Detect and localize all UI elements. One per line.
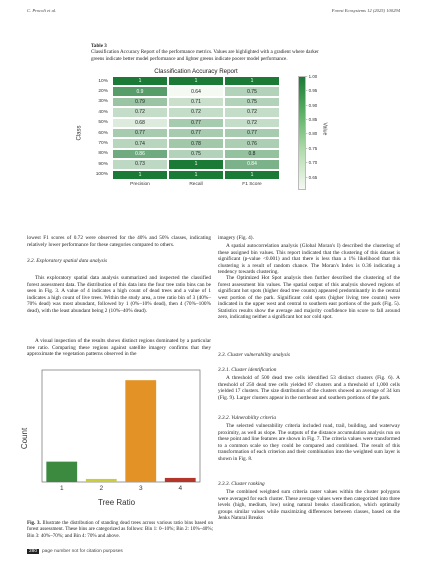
heatmap-cell: 1 (168, 170, 224, 180)
heatmap-cell: 0.76 (224, 138, 280, 148)
heatmap-row (112, 86, 280, 96)
heatmap-cell: 1 (224, 170, 280, 180)
heatmap-column-label: F1 Score (242, 182, 262, 187)
table-label: Table 3 (91, 43, 107, 49)
running-header-journal: Forest Ecosystems 12 (2025) 100294 (331, 8, 400, 13)
bar-2 (86, 479, 117, 482)
heatmap-y-axis-label: Class (76, 125, 83, 141)
right-para-6: The combined weighted sum criteria raster values within the cluster polygons were averaged for each cluster. These average values were then categorized into three levels (high, medium, low) using natural breaks classification, which optimally groups similar values while maximizing differences between classes, based on the Jenks Natural Breaks (218, 489, 400, 522)
heatmap-row-label: 40% (98, 109, 108, 115)
heatmap-cell: 1 (112, 170, 168, 180)
colorbar-tick-label: - 0.70 (306, 160, 318, 166)
section-3-3-3-heading: 3.3.3. Cluster ranking (218, 481, 265, 487)
bar-tick-label: 1 (59, 485, 64, 492)
running-header-authors: C. Procoli et al. (27, 8, 57, 13)
right-para-2: A spatial autocorrelation analysis (Global Moran's I) described the clustering of these assigned bin values. This report indicated that the clustering of this dataset is significant (p-value <0.001) and that there is less than a 1% likelihood that this clustering is a result of random chance. The Moran's Index is 0.36 indicating a tendency towards clustering. (218, 243, 400, 276)
heatmap-cell: 0.77 (168, 118, 224, 128)
table-caption-block (91, 43, 331, 62)
figure-3-caption-text: Illustrate the distribution of standing dead trees across various ratio bins based on forest assessment. These bins are categorized as follows: Bin 1: 0–10%; Bin 2: 10%–40%; Bin 3: 40%–70%; and Bin 4: 70% and above. (27, 520, 213, 539)
heatmap-row-label: 80% (98, 151, 108, 157)
bar-4 (165, 478, 196, 482)
heatmap-cell: 0.77 (168, 128, 224, 138)
heatmap-cell: 0.71 (168, 97, 224, 107)
left-para-2: This exploratory spatial data analysis summarized and inspected the classified forest assessment data. The distribution of this data into the four tree ratio bins can be seen in Fig. 3. A value of 4 indicates a high count of dead trees and a value of 1 indicates a high count of live trees. Within the study area, a tree ratio bin of 3 (40%–70% dead) was most abundant, followed by 1 (0%–10% dead), then 4 (70%–100% dead), with the least abundant being 2 (10%–40% dead). (27, 275, 211, 314)
heatmap-cell: 0.78 (168, 138, 224, 148)
heatmap-cell: 0.75 (224, 97, 280, 107)
right-para-5: The selected vulnerability criteria included road, trail, building, and waterway proximity, as well as slope. The outputs of the distance accumulation analysis run on these point and line features are shown in Fig. 7. The criteria values were transformed to a common scale so they could be compared and combined. The result of this transformation of each criterion and their combination into the weighted sum layer is shown in Fig. 8. (218, 423, 400, 462)
heatmap-row (112, 128, 280, 138)
heatmap-cell: 1 (168, 76, 224, 86)
page-number: 280 (29, 549, 38, 554)
section-3-2-heading: 3.2. Exploratory spatial data analysis (27, 258, 108, 264)
heatmap-column-label: Recall (189, 182, 203, 187)
right-para-4: A threshold of 500 dead tree cells identified 53 distinct clusters (Fig. 6). A threshold of 250 dead tree cells yielded 87 clusters and a threshold of 1,000 cells yielded 17 clusters. The size distribution of the clusters showed an average of 34 km (Fig. 9). Larger clusters appear in the northeast and southern portions of the park. (218, 375, 400, 401)
bar-x-axis-label: Tree Ratio (98, 498, 136, 507)
heatmap-cell: 1 (224, 76, 280, 86)
bar-tick-label: 3 (138, 485, 143, 492)
heatmap-cell: 0.74 (112, 138, 168, 148)
heatmap-cell: 1 (112, 76, 168, 86)
bar-y-axis-label: Count (20, 427, 30, 450)
heatmap-row-label: 20% (98, 88, 108, 94)
heatmap-cell: 1 (168, 159, 224, 169)
left-para-3: A visual inspection of the results shows distinct regions dominated by a particular tree ratio. Comparing these regions against satellite imagery confirms that they approximate the vegetation patterns observed in the (27, 338, 211, 358)
colorbar-tick-label: - 0.90 (306, 102, 318, 108)
figure-3-label: Fig. 3. (27, 520, 41, 526)
heatmap-row (112, 170, 280, 180)
heatmap-row (112, 138, 280, 148)
table-caption: Classification Accuracy Report of the performance metrics. Values are highlighted with a gradient where darker greens indicate better model performance and lighter greens indicate poorer model performance. (91, 49, 319, 62)
heatmap-cell: 0.79 (112, 97, 168, 107)
heatmap-row-label: 30% (98, 99, 108, 105)
heatmap-title: Classification Accuracy Report (154, 68, 238, 75)
heatmap-row (112, 76, 280, 86)
footer-note: page number not for citation purposes (42, 549, 123, 554)
colorbar-tick-label: - 0.85 (306, 117, 318, 123)
heatmap-cell: 0.64 (168, 86, 224, 96)
heatmap-cell: 0.9 (112, 86, 168, 96)
heatmap-figure (76, 68, 354, 208)
heatmap-column-labels (112, 182, 280, 192)
heatmap-cell: 0.84 (224, 159, 280, 169)
heatmap-row-label: 50% (98, 120, 108, 126)
heatmap-row (112, 149, 280, 159)
heatmap-row-labels (84, 76, 110, 180)
colorbar-tick-label: - 0.75 (306, 145, 318, 151)
colorbar-tick-label: - 0.80 (306, 131, 318, 137)
section-3-3-2-heading: 3.3.2. Vulnerability criteria (218, 415, 277, 421)
colorbar-tick-label: - 1.00 (306, 74, 318, 79)
heatmap-column-label: Precision (130, 182, 150, 187)
bar-tick-label: 2 (99, 485, 104, 492)
heatmap-cell: 0.73 (112, 159, 168, 169)
heatmap-cell: 0.72 (168, 107, 224, 117)
bar-3 (125, 380, 156, 482)
heatmap-row (112, 107, 280, 117)
heatmap-cell: 0.68 (112, 118, 168, 128)
section-3-3-heading: 3.3. Cluster vulnerability analysis (218, 352, 290, 358)
heatmap-row (112, 97, 280, 107)
colorbar-tick-label: - 0.95 (306, 88, 318, 94)
heatmap-row-label: 90% (98, 161, 108, 167)
heatmap-cell: 0.8 (224, 149, 280, 159)
heatmap-row-label: 60% (98, 130, 108, 136)
heatmap-row-label: 10% (98, 78, 108, 84)
heatmap-cell: 0.72 (112, 107, 168, 117)
colorbar-label: Value (321, 122, 328, 136)
heatmap-cell: 0.77 (224, 128, 280, 138)
page-footer (27, 549, 123, 554)
heatmap-grid (112, 76, 280, 180)
bar-1 (46, 462, 77, 482)
heatmap-cell: 0.75 (168, 149, 224, 159)
heatmap-colorbar (298, 76, 306, 190)
left-para-1: lowest F1 scores of 0.72 were observed for the 40% and 50% classes, indicating relatively lower performance for these categories compared to others. (27, 235, 211, 248)
heatmap-cell: 0.75 (224, 86, 280, 96)
heatmap-row-label: 70% (98, 140, 108, 146)
heatmap-row-label: 100% (95, 172, 108, 178)
heatmap-cell: 0.72 (224, 107, 280, 117)
figure-3-caption (27, 520, 213, 539)
heatmap-cell: 0.72 (224, 118, 280, 128)
bar-tick-label: 4 (178, 485, 183, 492)
colorbar-tick-label: - 0.65 (306, 174, 318, 180)
heatmap-cell: 0.77 (112, 128, 168, 138)
heatmap-cell: 0.86 (112, 149, 168, 159)
heatmap-row (112, 118, 280, 128)
section-3-3-1-heading: 3.3.1. Cluster identification (218, 367, 277, 373)
bar-chart-figure (20, 362, 210, 512)
right-para-1: imagery (Fig. 4). (218, 235, 254, 241)
heatmap-row (112, 159, 280, 169)
bar-chart-svg (20, 362, 210, 512)
right-para-3: The Optimized Hot Spot analysis then further described the clustering of the forest assessment bin values. The spatial output of this analysis showed regions of significant hot spots (higher dead tree counts) appeared predominantly in the central west portion of the park. Significant cold spots (higher living tree counts) were indicated in the upper west and central to southern east portions of the park (Fig. 5). Statistics results show the average and majority confidence bin score to fall around zero, indicating neither a significant hot nor cold spot. (218, 275, 400, 321)
